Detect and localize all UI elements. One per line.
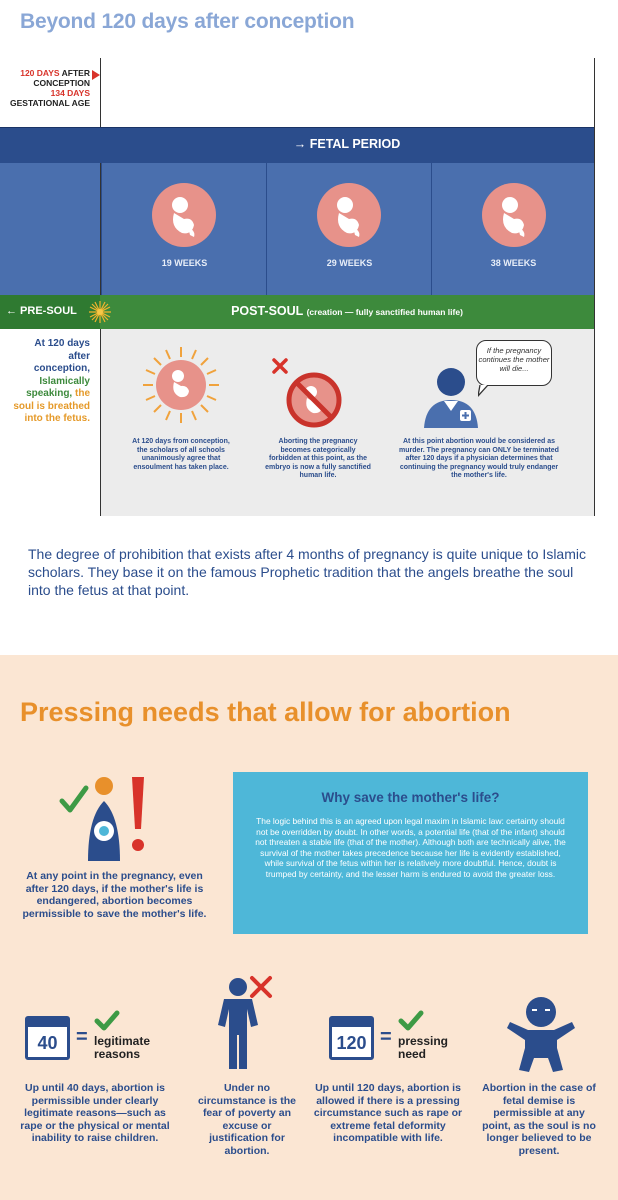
mother-checkmark-icon: [58, 773, 168, 870]
week-cell-38: [431, 163, 594, 295]
marker-134-days: 134 DAYS: [50, 88, 90, 98]
check-icon: [94, 1010, 120, 1037]
soul-note: [10, 338, 90, 426]
soul-note-part2: Islamically speaking,: [26, 375, 90, 399]
week-cell-29: [266, 163, 431, 295]
person-cross-icon: [208, 975, 278, 1078]
speech-bubble-tail-icon: [478, 384, 492, 402]
text-40-days: Up until 40 days, abortion is permissible under clearly legitimate reasons—such as rape or the physical or mental inability to raise children.: [20, 1082, 170, 1144]
marker-arrow-icon: [92, 70, 100, 80]
caption-ensoulment: At 120 days from conception, the scholars of all schools unanimously agree that ensoulment has taken place.: [132, 438, 230, 471]
pre-soul-label: ← PRE-SOUL: [6, 305, 77, 317]
post-soul-title: POST-SOUL: [231, 304, 304, 318]
legitimate-line1: legitimate: [94, 1034, 151, 1048]
text-120-days: Up until 120 days, abortion is allowed if there is a pressing circumstance such as rape or extreme fetal deformity incompatible with life.: [313, 1082, 463, 1144]
120-day-marker-label: [10, 68, 90, 108]
mother-life-text: At any point in the pregnancy, even after 120 days, if the mother's life is endangered, abortion becomes permissible to save the mother's life.: [22, 870, 207, 920]
pressing-need-label: [398, 1035, 448, 1061]
week-label-19: 19 WEEKS: [161, 258, 208, 268]
soul-spark-icon: [88, 300, 112, 329]
section2-title: Pressing needs that allow for abortion: [20, 697, 511, 727]
explanation-paragraph: The degree of prohibition that exists after 4 months of pregnancy is quite unique to Islamic scholars. They base it on the famous Prophetic tradition that the angels breathe the soul into the fetus at that point.: [28, 546, 586, 598]
text-poverty: Under no circumstance is the fear of poverty an excuse or justification for abortion.: [197, 1082, 297, 1157]
equals-sign: =: [76, 1026, 88, 1048]
speech-bubble: If the pregnancy continues the mother will die...: [476, 340, 552, 386]
week-label-38: 38 WEEKS: [490, 258, 537, 268]
section1-title: Beyond 120 days after conception: [20, 10, 355, 33]
soul-note-part3: the soul is breathed into the fetus.: [13, 388, 90, 424]
forbidden-icon: [270, 356, 342, 433]
check-icon: [398, 1010, 424, 1037]
text-fetal-demise: Abortion in the case of fetal demise is permissible at any point, as the soul is no longer believed to be present.: [482, 1082, 596, 1157]
ensouled-fetus-icon: [141, 345, 221, 430]
legitimate-line2: reasons: [94, 1047, 141, 1061]
why-title: Why save the mother's life?: [321, 790, 500, 805]
marker-120-days: 120 DAYS: [20, 68, 60, 78]
pressing-line1: pressing: [398, 1034, 449, 1048]
pressing-line2: need: [398, 1047, 427, 1061]
post-soul-label: [100, 304, 594, 318]
marker-conception: CONCEPTION: [33, 78, 90, 88]
week-label-29: 29 WEEKS: [326, 258, 373, 268]
marker-after: AFTER: [59, 68, 90, 78]
timeline-divider-right: [594, 58, 595, 516]
soul-note-part1: At 120 days after conception,: [33, 338, 90, 374]
fetus-icon: [482, 183, 546, 247]
calendar-40-number: 40: [37, 1033, 58, 1053]
caption-physician: At this point abortion would be considered as murder. The pregnancy can ONLY be terminated after 120 days if a physician determines that continuing the pregnancy would truly endanger the mother's life.: [399, 438, 559, 480]
legitimate-reasons-label: [94, 1035, 150, 1061]
equals-sign: =: [380, 1026, 392, 1048]
fetus-icon: [317, 183, 381, 247]
week-cell-19: [101, 163, 266, 295]
calendar-120-number: 120: [336, 1033, 367, 1053]
post-soul-note: (creation — fully sanctified human life): [306, 307, 463, 317]
baby-icon: [506, 996, 576, 1081]
calendar-120-icon: [329, 1016, 374, 1060]
week-panel-blank: [0, 163, 100, 295]
marker-gestational-age: GESTATIONAL AGE: [10, 98, 90, 108]
fetus-icon: [152, 183, 216, 247]
fetal-period-label: → FETAL PERIOD: [293, 137, 401, 151]
calendar-40-icon: [25, 1016, 70, 1060]
caption-forbidden: Aborting the pregnancy becomes categorically forbidden at this point, as the embryo is now a fully sanctified human life.: [265, 438, 371, 480]
why-text: The logic behind this is an agreed upon legal maxim in Islamic law: certainty should not be overridden by doubt. In other words, a potential life (that of the infant) should not threaten a stable life (that of the mother). Although both are technically alive, the survival of the mother takes precedence because her life is evidently established, while survival of the fetus within her is relatively more doubtful. Hence, doubt is trumped by certainty, and the lesser harm is endured to avoid the greater loss.: [255, 816, 566, 879]
